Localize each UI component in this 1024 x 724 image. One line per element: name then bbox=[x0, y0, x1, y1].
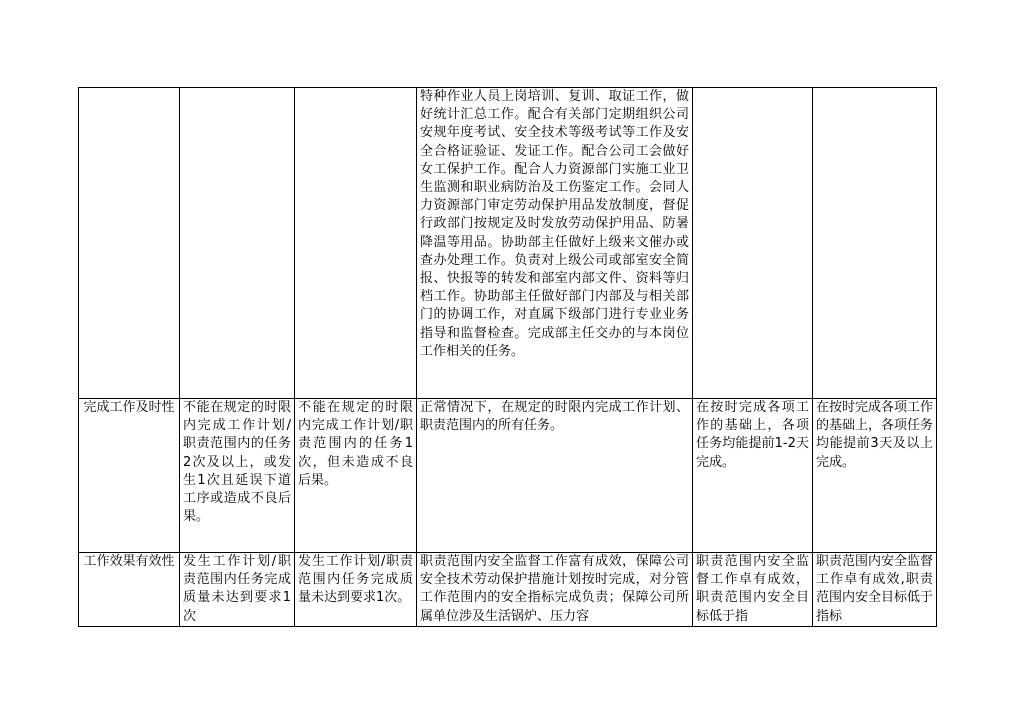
table-row bbox=[79, 399, 937, 553]
level-4-cell bbox=[693, 88, 813, 399]
level-5-cell bbox=[813, 88, 937, 399]
criteria-label-cell: 完成工作及时性 bbox=[79, 399, 180, 553]
level-3-cell: 职责范围内安全监督工作富有成效，保障公司安全技术劳动保护措施计划按时完成，对分管工作范围内的安全指标完成负责；保障公司所属单位涉及生活锅炉、压力容 bbox=[417, 553, 693, 627]
level-1-cell bbox=[180, 88, 295, 399]
level-2-cell: 不能在规定的时限内完成工作计划/职责范围内的任务1次，但未造成不良后果。 bbox=[295, 399, 417, 553]
assessment-table bbox=[78, 87, 937, 627]
level-2-cell bbox=[295, 88, 417, 399]
table-row bbox=[79, 553, 937, 627]
criteria-label-cell: 工作效果有效性 bbox=[79, 553, 180, 627]
table-row bbox=[79, 88, 937, 399]
level-4-cell: 在按时完成各项工作的基础上，各项任务均能提前1-2天完成。 bbox=[693, 399, 813, 553]
level-1-cell: 不能在规定的时限内完成工作计划/职责范围内的任务2次及以上，或发生1次且延误下道工序或造成不良后果。 bbox=[180, 399, 295, 553]
level-2-cell: 发生工作计划/职责范围内任务完成质量未达到要求1次。 bbox=[295, 553, 417, 627]
level-1-cell: 发生工作计划/职责范围内任务完成质量未达到要求1次 bbox=[180, 553, 295, 627]
level-4-cell: 职责范围内安全监督工作卓有成效，职责范围内安全目标低于指 bbox=[693, 553, 813, 627]
level-3-cell: 正常情况下，在规定的时限内完成工作计划、职责范围内的所有任务。 bbox=[417, 399, 693, 553]
level-5-cell: 职责范围内安全监督工作卓有成效,职责范围内安全目标低于指标 bbox=[813, 553, 937, 627]
level-5-cell: 在按时完成各项工作的基础上，各项任务均能提前3天及以上完成。 bbox=[813, 399, 937, 553]
level-3-cell: 特种作业人员上岗培训、复训、取证工作，做好统计汇总工作。配合有关部门定期组织公司安规年度考试、安全技术等级考试等工作及安全合格证验证、发证工作。配合公司工会做好女工保护工作。配合人力资源部门实施工业卫生监测和职业病防治及工伤鉴定工作。会同人力资源部门审定劳动保护用品发放制度，督促行政部门按规定及时发放劳动保护用品、防暑降温等用品。协助部主任做好上级来文催办或查办处理工作。负责对上级公司或部室安全简报、快报等的转发和部室内部文件、资料等归档工作。协助部主任做好部门内部及与相关部门的协调工作，对直属下级部门进行专业业务指导和监督检查。完成部主任交办的与本岗位工作相关的任务。 bbox=[417, 88, 693, 399]
criteria-label-cell bbox=[79, 88, 180, 399]
